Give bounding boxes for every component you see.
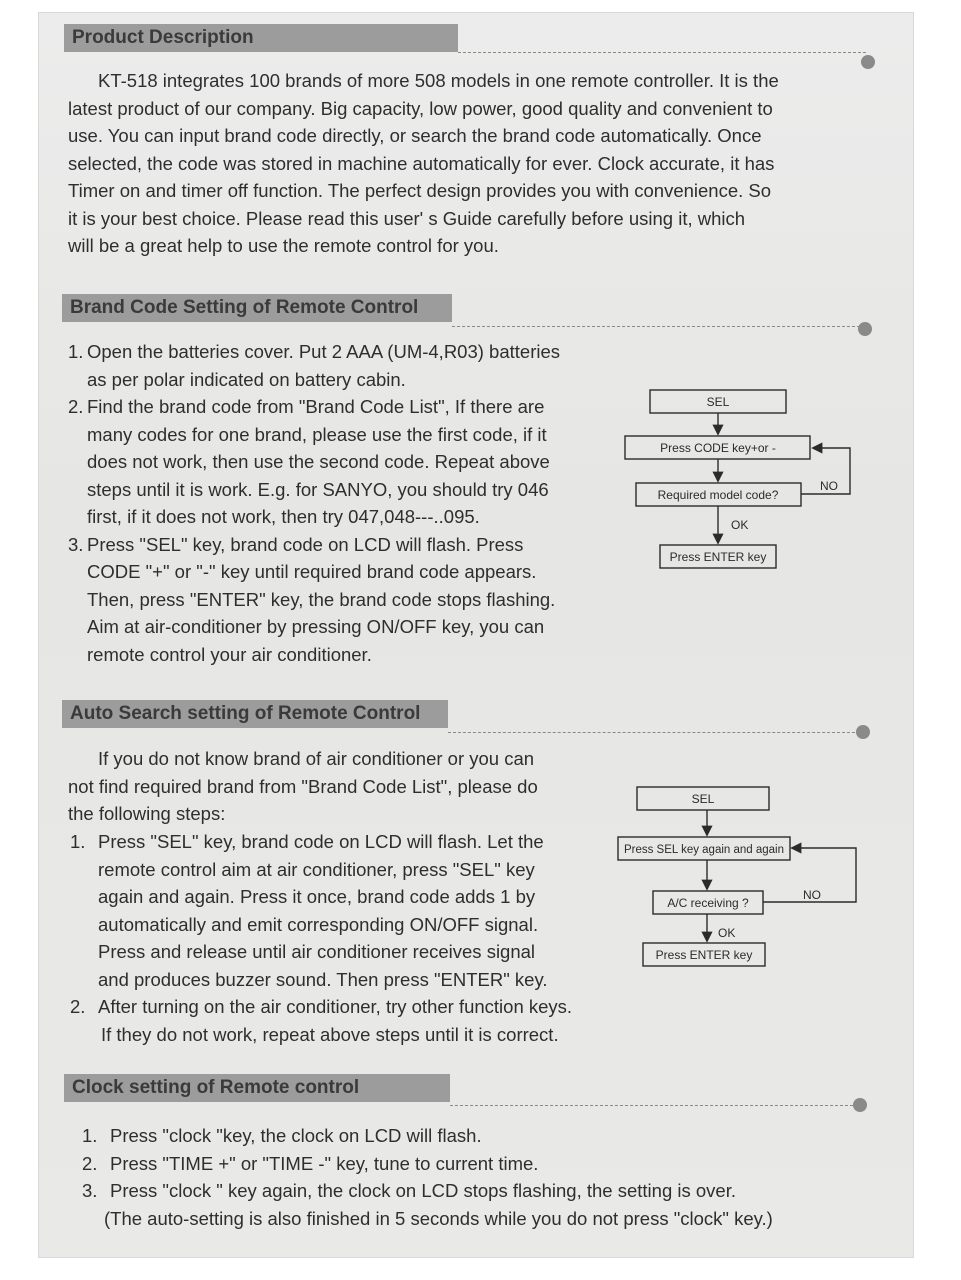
brand-code-steps <box>68 338 628 668</box>
clock-setting-steps <box>82 1122 902 1232</box>
brand-code-heading: Brand Code Setting of Remote Control <box>62 294 452 322</box>
flow-label-no: NO <box>803 888 821 902</box>
text-line: many codes for one brand, please use the first code, if it <box>87 423 547 445</box>
section-divider <box>450 1105 858 1106</box>
text-line: Press "TIME +" or "TIME -" key, tune to current time. <box>110 1152 539 1174</box>
text-line: the following steps: <box>68 803 226 824</box>
brand-code-flowchart <box>618 382 868 582</box>
text-line: Press "clock " key again, the clock on LCD stops flashing, the setting is over. <box>110 1180 736 1201</box>
text-line: If you do not know brand of air conditioner or you can <box>98 748 535 769</box>
text-line: After turning on the air conditioner, try other function keys. <box>98 996 573 1017</box>
text-line: CODE "+" or "-" key until required brand code appears. <box>87 561 537 582</box>
text-line: and produces buzzer sound. Then press "ENTER" key. <box>98 968 548 990</box>
list-item <box>82 1177 902 1232</box>
text-line: will be a great help to use the remote control for you. <box>68 235 499 256</box>
step-number: 2. <box>70 996 86 1017</box>
product-description-heading: Product Description <box>64 24 458 52</box>
text-line: Press "SEL" key, brand code on LCD will flash. Press <box>87 533 524 555</box>
flow-label-required: Required model code? <box>657 488 779 502</box>
step-number: 1. <box>68 341 84 362</box>
step-number: 2. <box>82 1152 98 1174</box>
text-line: automatically and emit corresponding ON/OFF signal. <box>98 913 539 935</box>
text-line: latest product of our company. Big capacity, low power, good quality and convenient to <box>68 97 773 119</box>
text-line: as per polar indicated on battery cabin. <box>87 368 406 390</box>
flow-label-no: NO <box>820 479 838 493</box>
flow-label-sel: SEL <box>691 792 715 806</box>
text-line: again and again. Press it once, brand code adds 1 by <box>98 886 536 907</box>
list-item <box>70 828 670 993</box>
divider-dot <box>858 322 872 336</box>
section-divider <box>452 326 860 327</box>
auto-search-flowchart <box>613 782 868 982</box>
product-description-text <box>68 67 898 260</box>
list-item <box>82 1150 902 1178</box>
auto-search-intro <box>68 745 628 828</box>
flow-label-ok: OK <box>718 926 736 940</box>
flow-label-ok: OK <box>731 518 749 532</box>
clock-setting-heading: Clock setting of Remote control <box>64 1074 450 1102</box>
list-item <box>68 393 628 531</box>
step-number: 3. <box>82 1180 98 1201</box>
list-item <box>68 531 628 669</box>
flow-label-enter: Press ENTER key <box>669 550 767 564</box>
text-line: selected, the code was stored in machine automatically for ever. Clock accurate, it has <box>68 152 775 174</box>
text-line: does not work, then use the second code. Repeat above <box>87 451 550 472</box>
flow-label-press-sel: Press SEL key again and again <box>623 844 785 856</box>
list-item <box>70 993 670 1048</box>
text-line: Timer on and timer off function. The perfect design provides you with convenience. So <box>68 180 772 201</box>
auto-search-heading: Auto Search setting of Remote Control <box>62 700 448 728</box>
text-line: remote control aim at air conditioner, press "SEL" key <box>98 858 535 880</box>
list-item <box>68 338 628 393</box>
text-line: use. You can input brand code directly, or search the brand code automatically. Once <box>68 125 762 146</box>
manual-page <box>38 12 914 1258</box>
flow-label-receiving: A/C receiving ? <box>667 896 749 910</box>
step-number: 1. <box>82 1125 98 1146</box>
flow-label-enter: Press ENTER key <box>655 948 753 962</box>
text-line: If they do not work, repeat above steps until it is correct. <box>101 1023 559 1045</box>
divider-dot <box>853 1098 867 1112</box>
text-line: remote control your air conditioner. <box>87 643 372 665</box>
step-number: 3. <box>68 533 84 555</box>
flow-label-sel: SEL <box>706 395 730 409</box>
section-divider <box>448 732 860 733</box>
list-item <box>82 1122 902 1150</box>
divider-dot <box>856 725 870 739</box>
text-line: not find required brand from "Brand Code List", please do <box>68 775 538 797</box>
text-line: Press "SEL" key, brand code on LCD will flash. Let the <box>98 831 544 852</box>
step-number: 2. <box>68 396 84 417</box>
text-line: first, if it does not work, then try 047,048---..095. <box>87 506 480 527</box>
text-line: Press "clock "key, the clock on LCD will flash. <box>110 1125 482 1146</box>
text-line: it is your best choice. Please read this user' s Guide carefully before using it, which <box>68 207 746 229</box>
text-line: Press and release until air conditioner receives signal <box>98 941 536 962</box>
text-line: Find the brand code from "Brand Code List", If there are <box>87 396 545 417</box>
text-line: (The auto-setting is also finished in 5 seconds while you do not press "clock" key.) <box>104 1207 773 1229</box>
section-divider <box>458 52 866 53</box>
text-line: Then, press "ENTER" key, the brand code stops flashing. <box>87 588 556 610</box>
text-line: Open the batteries cover. Put 2 AAA (UM-4,R03) batteries <box>87 341 561 362</box>
step-number: 1. <box>70 831 86 852</box>
text-line: steps until it is work. E.g. for SANYO, you should try 046 <box>87 478 549 500</box>
flow-label-press-code: Press CODE key+or - <box>660 441 776 455</box>
text-line: KT-518 integrates 100 brands of more 508 models in one remote controller. It is the <box>98 70 779 91</box>
text-line: Aim at air-conditioner by pressing ON/OFF key, you can <box>87 616 545 637</box>
auto-search-steps <box>70 828 670 1048</box>
